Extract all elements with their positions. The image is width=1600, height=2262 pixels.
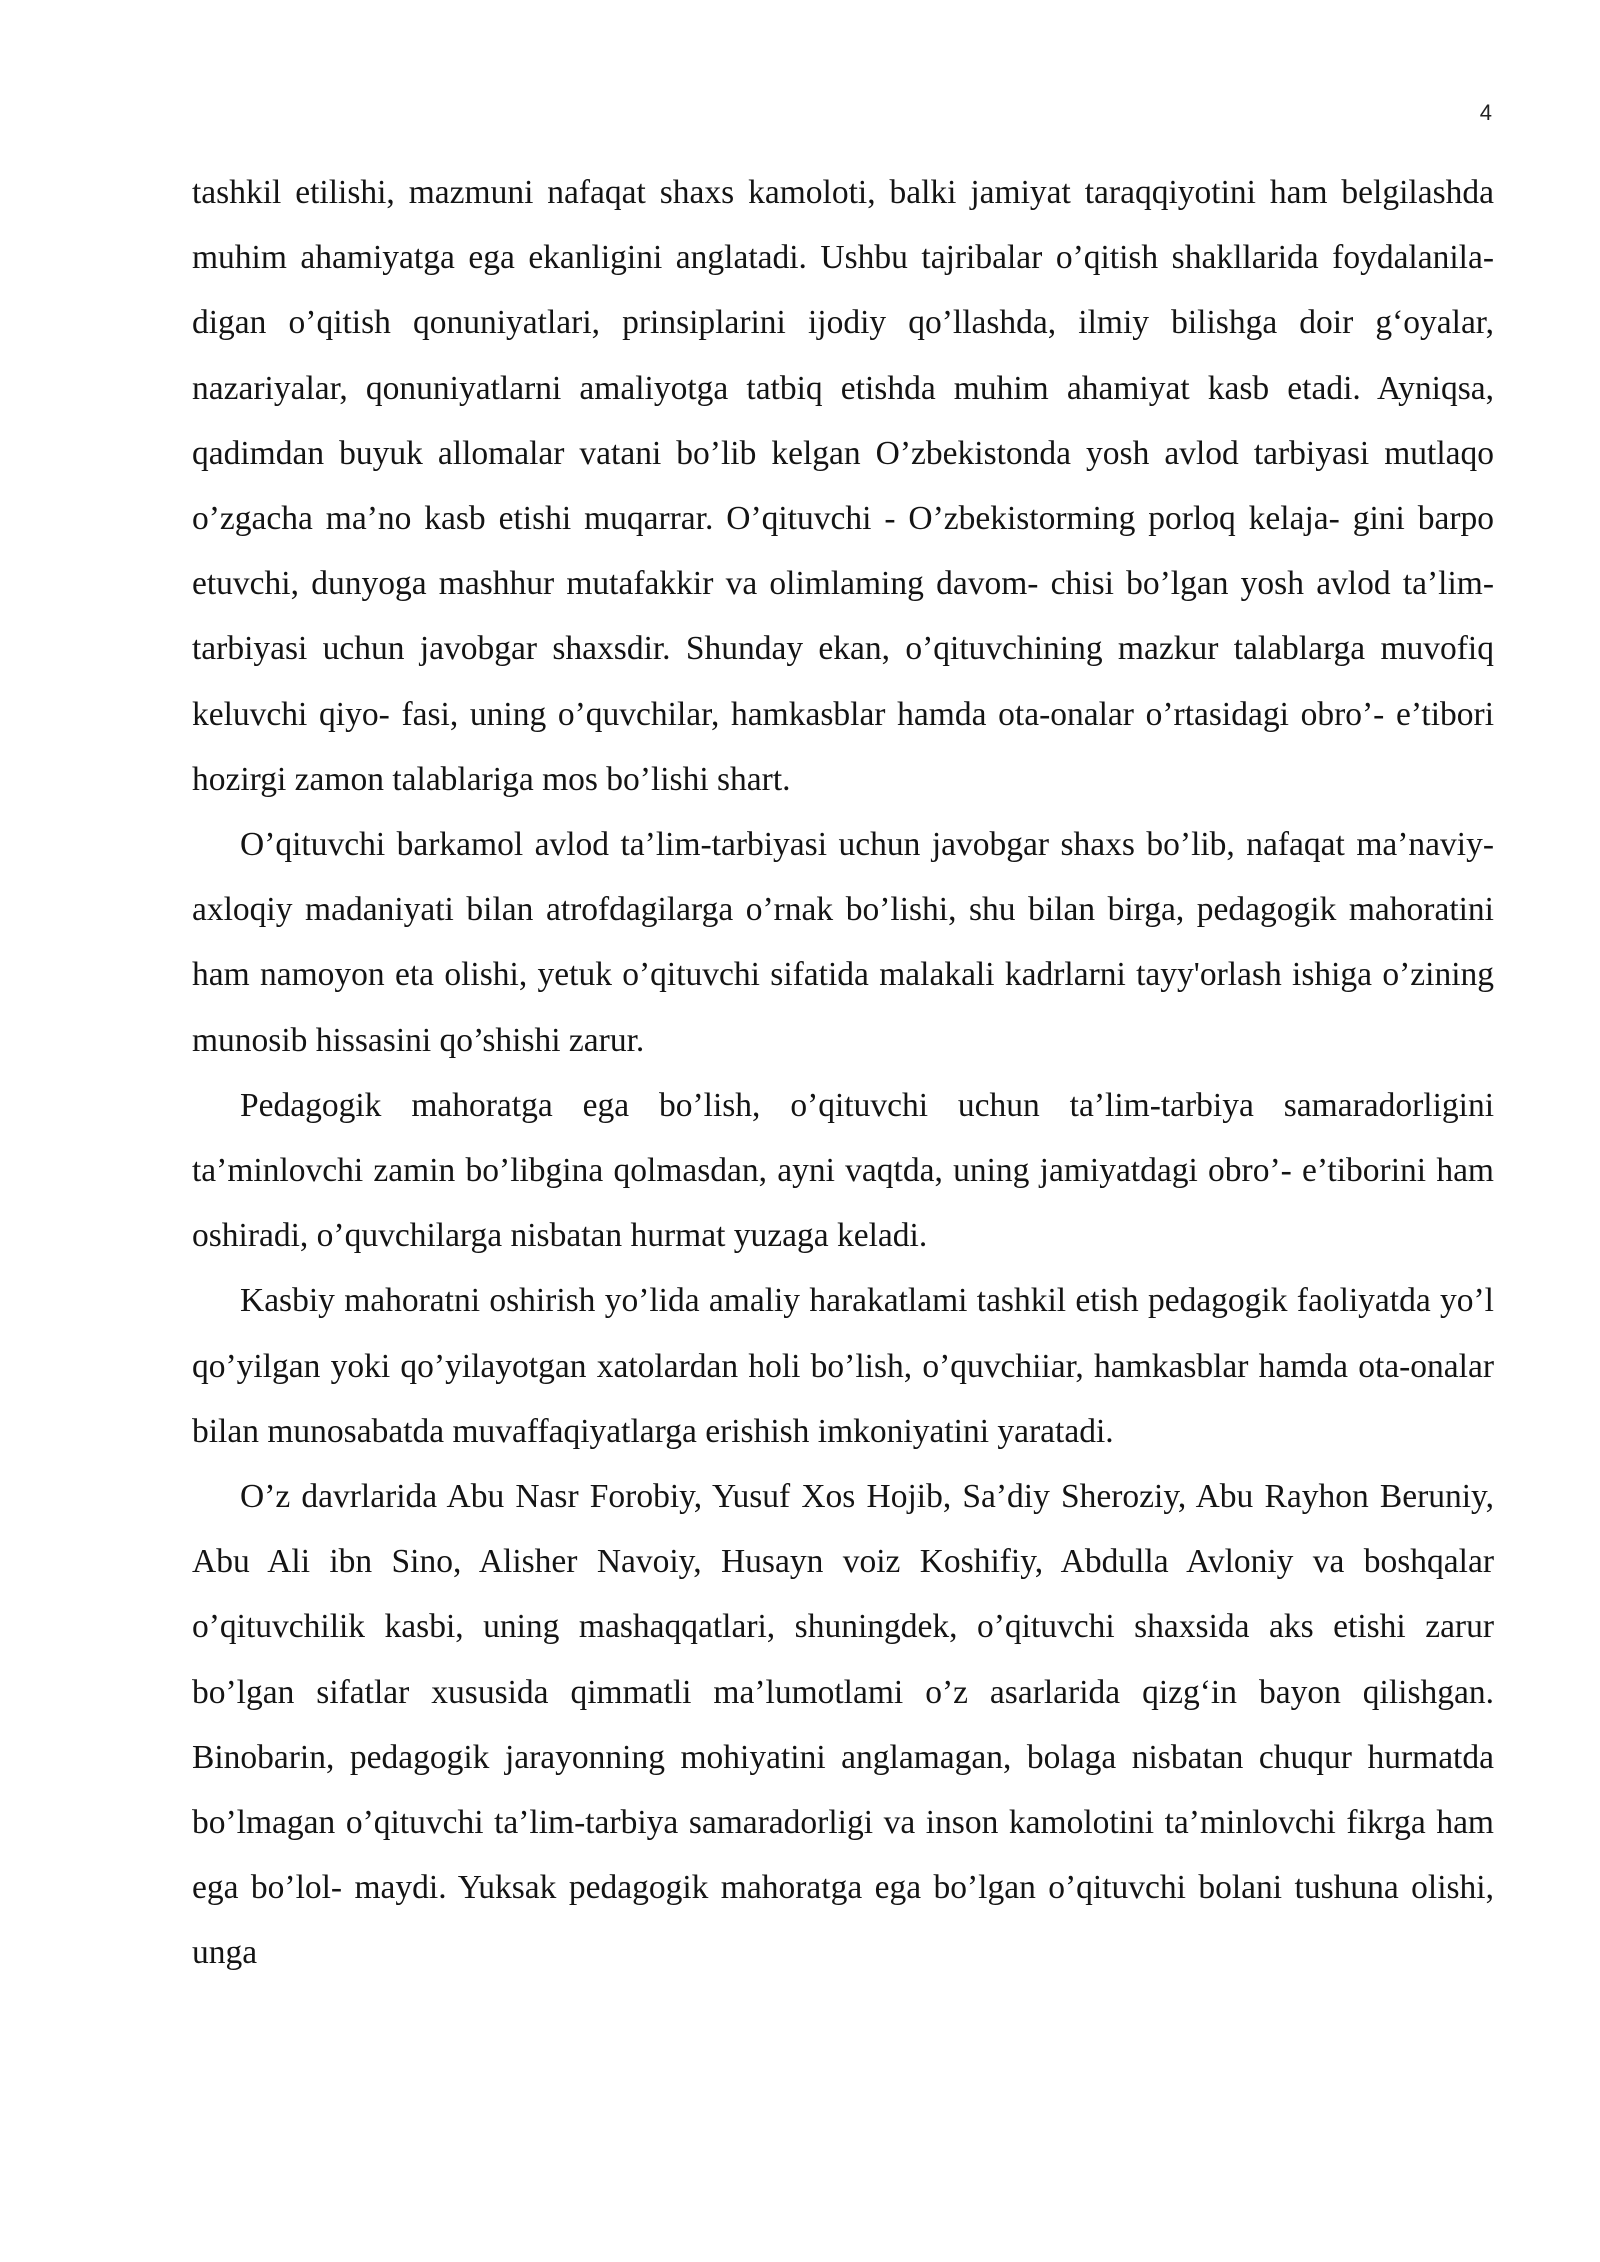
paragraph: Kasbiy mahoratni oshirish yo’lida amaliy harakatlami tashkil etish pedagogik faoliyatda yo’l qo’yilgan yoki qo’yilayotgan xatolardan holi bo’lish, o’quvchiiar, hamkasblar hamda ota-onalar bilan munosabatda muvaffaqiyatlarga erishish imkoniyatini yaratadi. (192, 1282, 1494, 1450)
paragraph: Pedagogik mahoratga ega bo’lish, o’qituvchi uchun ta’lim-tarbiya samaradorligini ta’minlovchi zamin bo’libgina qolmasdan, ayni vaqtda, uning jamiyatdagi obro’- e’tiborini ham oshiradi, o’quvchilarga nisbatan hurmat yuzaga keladi. (192, 1086, 1494, 1255)
paragraph-continuation: tashkil etilishi, mazmuni nafaqat shaxs kamoloti, balki jamiyat taraqqiyotini ham belgilashda muhim ahamiyatga ega ekanligini anglatadi. Ushbu tajribalar o’qitish shakllarida foydalanila- digan o’qitish qonuniyatlari, prinsiplarini ijodiy qo’llashda, ilmiy bilishga doir g‘oyalar, nazariyalar, qonuniyatlarni amaliyotga tatbiq etishda muhim ahamiyat kasb etadi. Ayniqsa, qadimdan buyuk allomalar vatani bo’lib kelgan O’zbekistonda yosh avlod tarbiyasi mutlaqo o’zgacha ma’no kasb etishi muqarrar. O’qituvchi - O’zbekistorming porloq kelaja- gini barpo etuvchi, dunyoga mashhur mutafakkir va olimlaming davom- chisi bo’lgan yosh avlod ta’lim-tarbiyasi uchun javobgar shaxsdir. Shunday ekan, o’qituvchining mazkur talablarga muvofiq keluvchi qiyo- fasi, uning o’quvchilar, hamkasblar hamda ota-onalar o’rtasidagi obro’- e’tibori hozirgi zamon talablariga mos bo’lishi shart. (192, 174, 1494, 798)
page-number: 4 (1479, 100, 1492, 125)
paragraph: O’z davrlarida Abu Nasr Forobiy, Yusuf Xos Hojib, Sa’diy Sheroziy, Abu Rayhon Beruniy, Abu Ali ibn Sino, Alisher Navoiy, Husayn voiz Koshifiy, Abdulla Avloniy va boshqalar o’qituvchilik kasbi, uning mashaqqatlari, shuningdek, o’qituvchi shaxsida aks etishi zarur bo’lgan sifatlar xususida qimmatli ma’lumotlami o’z asarlarida qizg‘in bayon qilishgan. Binobarin, pedagogik jarayonning mohiyatini anglamagan, bolaga nisbatan chuqur hurmatda bo’lmagan o’qituvchi ta’lim-tarbiya samaradorligi va inson kamolotini ta’minlovchi fikrga ham ega bo’lol- maydi. Yuksak pedagogik mahoratga ega bo’lgan o’qituvchi bolani tushuna olishi, unga (192, 1478, 1494, 1972)
document-body (192, 160, 1494, 1986)
paragraph: O’qituvchi barkamol avlod ta’lim-tarbiyasi uchun javobgar shaxs bo’lib, nafaqat ma’naviy-axloqiy madaniyati bilan atrofdagilarga o’rnak bo’lishi, shu bilan birga, pedagogik mahoratini ham namoyon eta olishi, yetuk o’qituvchi sifatida malakali kadrlarni tayy'orlash ishiga o’zining munosib hissasini qo’shishi zarur. (192, 826, 1494, 1059)
